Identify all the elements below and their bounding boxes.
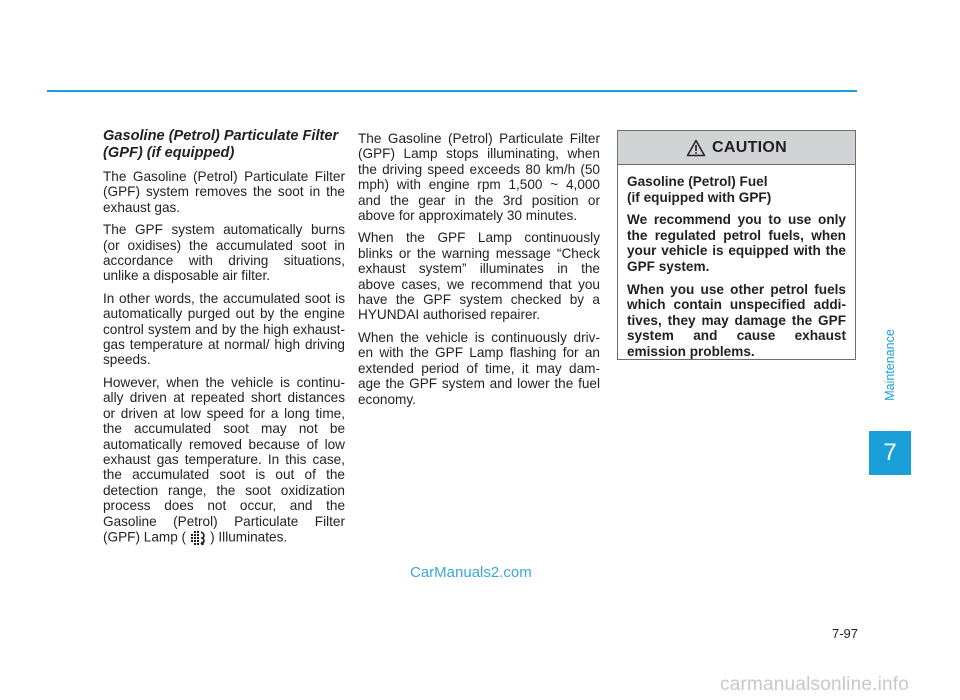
- watermark-footer: carmanualsonline.info: [720, 674, 910, 695]
- paragraph-with-icon: [103, 375, 345, 547]
- caution-subtitle-line: (if equipped with GPF): [627, 189, 772, 205]
- gpf-lamp-icon: [188, 529, 208, 547]
- paragraph-text-end: ) Illuminates.: [210, 529, 288, 545]
- chapter-label: [880, 320, 900, 410]
- paragraph: When the vehicle is continuously driv-en with the GPF Lamp flashing for an extended period of time, it may dam-age the GPF system and lower the fuel economy.: [358, 329, 600, 407]
- page-number: 7-97: [831, 626, 858, 641]
- caution-title: CAUTION: [712, 138, 787, 156]
- caution-subtitle-line: Gasoline (Petrol) Fuel: [627, 174, 768, 189]
- paragraph: The Gasoline (Petrol) Particulate Filter (GPF) Lamp stops illuminating, when the driving speed exceeds 80 km/h (50 mph) with engine rpm 1,500 ~ 4,000 and the gear in the 3rd position or above for approximately 30 minutes.: [358, 131, 600, 224]
- paragraph: The GPF system automatically burns (or oxidises) the accumulated soot in accordance with driving situations, unlike a disposable air filter.: [103, 222, 345, 284]
- chapter-number-tab: 7: [869, 431, 911, 475]
- section-heading: Gasoline (Petrol) Particulate Filter (GPF) (if equipped): [103, 128, 339, 161]
- caution-subtitle: [627, 174, 846, 205]
- caution-paragraph: When you use other petrol fuels which contain unspecified addi-tives, they may damage the GPF system and cause exhaust emission problems.: [627, 281, 846, 359]
- header-rule: [47, 90, 857, 92]
- warning-triangle-icon: [686, 139, 706, 157]
- paragraph-text: However, when the vehicle is continu-ally driven at repeated short distances or driven at low speed for a long time, the accumulated soot may not be automatically removed because of low exhaust gas temperature. In this case, the accumulated soot is out of the detection range, the soot oxidization process does not occur, and the Gasoline (Petrol) Particulate Filter (GPF) Lamp (: [103, 374, 345, 545]
- paragraph: In other words, the accumulated soot is automatically purged out by the engine control system and by the high exhaust-gas temperature at normal/ high driving speeds.: [103, 290, 345, 368]
- chapter-label-text: Maintenance: [883, 329, 898, 401]
- watermark-link[interactable]: CarManuals2.com: [410, 564, 532, 581]
- caution-paragraph: We recommend you to use only the regulated petrol fuels, when your vehicle is equipped with the GPF system.: [627, 212, 846, 274]
- column-middle: [358, 131, 600, 414]
- paragraph: When the GPF Lamp continuously blinks or the warning message “Check exhaust system” illuminates in the above cases, we recommend that you have the GPF system checked by a HYUNDAI authorised repairer.: [358, 230, 600, 323]
- caution-body: [618, 165, 855, 360]
- column-left: [103, 128, 345, 554]
- caution-header: [618, 131, 855, 165]
- caution-box: [617, 130, 856, 360]
- paragraph: The Gasoline (Petrol) Particulate Filter (GPF) system removes the soot in the exhaust gas.: [103, 169, 345, 215]
